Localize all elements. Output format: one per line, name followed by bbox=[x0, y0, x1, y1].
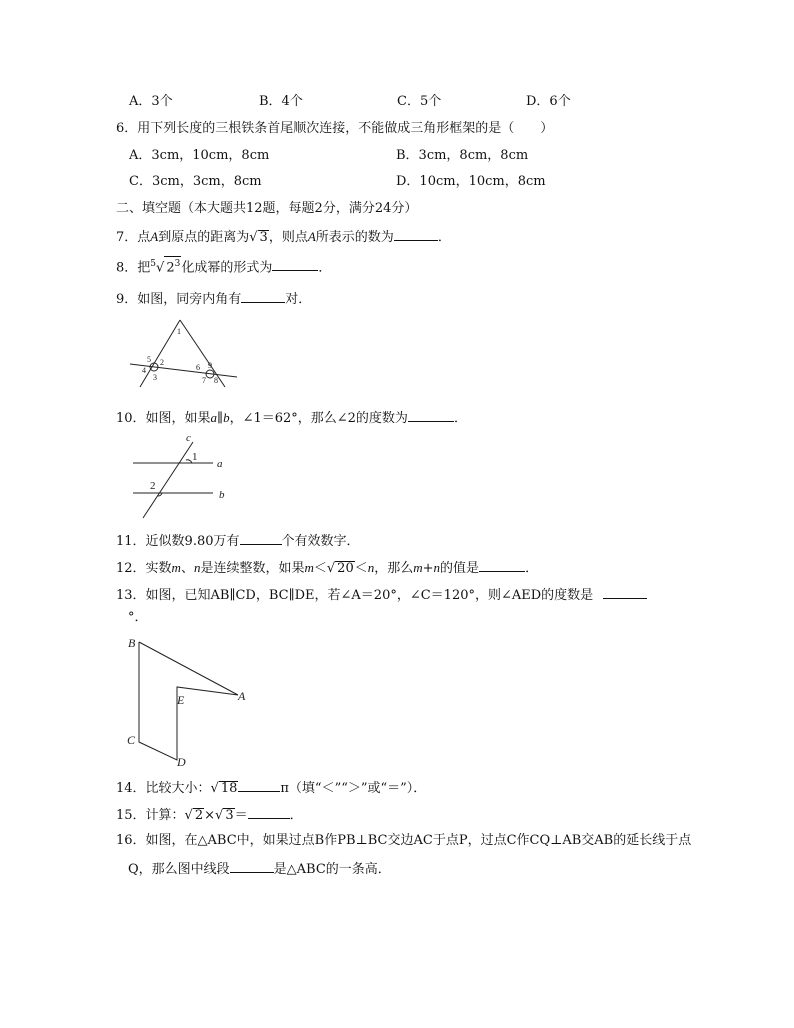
figure-q10 bbox=[128, 430, 238, 525]
q12-m: m bbox=[171, 560, 181, 575]
q8-text-2: 化成幂的形式为 bbox=[181, 260, 273, 276]
answer-blank bbox=[240, 532, 282, 545]
question-16-line-2 bbox=[128, 860, 391, 878]
q8-text: 8．把 bbox=[116, 260, 151, 276]
answer-blank bbox=[408, 409, 454, 422]
q13-label-c: C bbox=[127, 733, 136, 747]
q8-root-index: 5 bbox=[150, 259, 157, 269]
q9-label: 1 bbox=[177, 327, 181, 336]
q5-option-a: A．3个 bbox=[129, 94, 173, 109]
question-9 bbox=[116, 290, 311, 308]
q13-continuation: °． bbox=[128, 610, 148, 625]
question-13 bbox=[116, 586, 647, 604]
answer-blank bbox=[479, 559, 525, 572]
q11-end: 个有效数字． bbox=[281, 534, 360, 549]
q10-label-1: 1 bbox=[192, 451, 198, 463]
q14-radicand: 18 bbox=[220, 781, 238, 796]
q8-radicand bbox=[164, 256, 181, 275]
answer-blank bbox=[272, 258, 318, 271]
question-8 bbox=[116, 256, 331, 276]
q6-option-a: A．3cm，10cm，8cm bbox=[129, 148, 270, 163]
question-15 bbox=[116, 806, 303, 824]
question-11 bbox=[116, 532, 360, 550]
times: × bbox=[204, 808, 216, 823]
q15-end: ． bbox=[289, 808, 303, 823]
q6-option-c: C．3cm，3cm，8cm bbox=[129, 174, 262, 189]
q14-text-2: π（填“＜”“＞”或“＝”）． bbox=[280, 781, 427, 796]
q11-text: 11．近似数9.80万有 bbox=[116, 534, 240, 549]
q5-option-b: B．4个 bbox=[259, 94, 303, 109]
q10-end: ． bbox=[453, 411, 467, 426]
q7-end: ． bbox=[437, 230, 451, 245]
q10-line-b: b bbox=[223, 410, 230, 425]
q15-text: 15．计算： bbox=[116, 808, 185, 823]
q12-text-4: 的值是 bbox=[440, 561, 480, 576]
q10-label-2: 2 bbox=[150, 480, 156, 492]
q12-m-2: m bbox=[304, 560, 314, 575]
figure-q9 bbox=[120, 312, 250, 392]
sqrt-sign: √ bbox=[184, 808, 193, 823]
question-14 bbox=[116, 779, 426, 797]
q12-n-3: n bbox=[433, 560, 441, 575]
q16-text: Q，那么图中线段 bbox=[128, 862, 230, 877]
q9-label: 4 bbox=[142, 366, 146, 375]
q12-end: ． bbox=[525, 561, 539, 576]
q14-text: 14．比较大小： bbox=[116, 781, 211, 796]
sqrt-sign: √ bbox=[326, 561, 336, 576]
q10-label-c: c bbox=[186, 432, 191, 444]
answer-blank bbox=[394, 228, 438, 241]
question-7 bbox=[116, 228, 451, 246]
answer-blank bbox=[248, 806, 290, 819]
q10-label-b: b bbox=[219, 489, 225, 501]
q10-line-a: a bbox=[210, 410, 218, 425]
q12-text-2: 是连续整数，如果 bbox=[200, 561, 305, 576]
q9-text: 9．如图，同旁内角有 bbox=[116, 292, 242, 307]
q8-exponent: 3 bbox=[174, 259, 181, 269]
parallel-symbol: ∥ bbox=[217, 411, 224, 426]
q10-text: 10．如图，如果 bbox=[116, 411, 211, 426]
q5-option-d: D．6个 bbox=[526, 94, 571, 109]
q7-point-2: A bbox=[307, 229, 316, 244]
q10-text-2: ，∠1＝62°，那么∠2的度数为 bbox=[229, 411, 408, 426]
q12-m-3: m bbox=[413, 560, 423, 575]
q9-label: 3 bbox=[153, 373, 157, 382]
q9-label: 2 bbox=[160, 358, 164, 367]
q6-option-d: D．10cm，10cm，8cm bbox=[396, 174, 546, 189]
sqrt-sign: √ bbox=[215, 808, 224, 823]
q16-text-2: 是△ABC的一条高． bbox=[273, 862, 391, 877]
q12-text-3: ，那么 bbox=[374, 561, 414, 576]
sqrt-sign: √ bbox=[249, 230, 258, 245]
answer-blank bbox=[241, 290, 285, 303]
question-16-line-1: 16．如图，在△ABC中，如果过点B作PB⊥BC交边AC于点P，过点C作CQ⊥AB交AB的延长线于点 bbox=[116, 833, 692, 848]
q10-label-a: a bbox=[217, 458, 223, 470]
q15-radicand-2: 3 bbox=[225, 808, 234, 823]
q9-label: 9 bbox=[208, 361, 212, 370]
q12-radicand: 20 bbox=[337, 561, 354, 576]
equals: ＝ bbox=[234, 808, 248, 823]
q6-stem: 6．用下列长度的三根铁条首尾顺次连接，不能做成三角形框架的是（ ） bbox=[116, 121, 554, 136]
q7-radicand: 3 bbox=[259, 230, 268, 245]
q7-text: 7．点 bbox=[116, 230, 151, 245]
figure-q13 bbox=[125, 632, 255, 772]
section-heading: 二、填空题（本大题共12题，每题2分，满分24分） bbox=[116, 201, 418, 216]
less-than: ＜ bbox=[313, 561, 327, 576]
q7-text-2: 到原点的距离为 bbox=[158, 230, 250, 245]
q13-label-e: E bbox=[177, 693, 185, 707]
less-than-2: ＜ bbox=[354, 561, 368, 576]
q12-text: 12．实数 bbox=[116, 561, 172, 576]
q8-base: 2 bbox=[166, 260, 175, 276]
q7-text-4: 所表示的数为 bbox=[315, 230, 394, 245]
q12-n-2: n bbox=[367, 560, 375, 575]
q12-sep: 、 bbox=[180, 561, 194, 576]
question-12 bbox=[116, 559, 538, 577]
q13-label-b: B bbox=[128, 636, 136, 650]
q6-option-b: B．3cm，8cm，8cm bbox=[396, 148, 529, 163]
question-10 bbox=[116, 409, 467, 427]
plus: + bbox=[422, 561, 434, 576]
q9-label: 6 bbox=[196, 363, 200, 372]
q7-point: A bbox=[150, 229, 159, 244]
answer-blank bbox=[238, 779, 280, 792]
q13-text: 13．如图，已知AB∥CD，BC∥DE，若∠A＝20°，∠C＝120°，则∠AED的度数是 bbox=[116, 588, 594, 603]
q5-option-c: C．5个 bbox=[397, 94, 442, 109]
sqrt-sign: √ bbox=[156, 260, 165, 276]
q12-n: n bbox=[193, 560, 201, 575]
q9-end: 对． bbox=[285, 292, 312, 307]
answer-blank bbox=[603, 586, 647, 599]
sqrt-sign: √ bbox=[210, 781, 219, 796]
q9-label: 8 bbox=[214, 376, 218, 385]
q9-label: 7 bbox=[202, 376, 206, 385]
q7-text-3: ，则点 bbox=[268, 230, 308, 245]
answer-blank bbox=[230, 860, 274, 873]
q8-end: ． bbox=[318, 260, 332, 276]
q9-label: 5 bbox=[147, 355, 151, 364]
q13-label-a: A bbox=[238, 689, 246, 703]
q15-radicand-1: 2 bbox=[194, 808, 204, 823]
q13-label-d: D bbox=[177, 755, 186, 769]
